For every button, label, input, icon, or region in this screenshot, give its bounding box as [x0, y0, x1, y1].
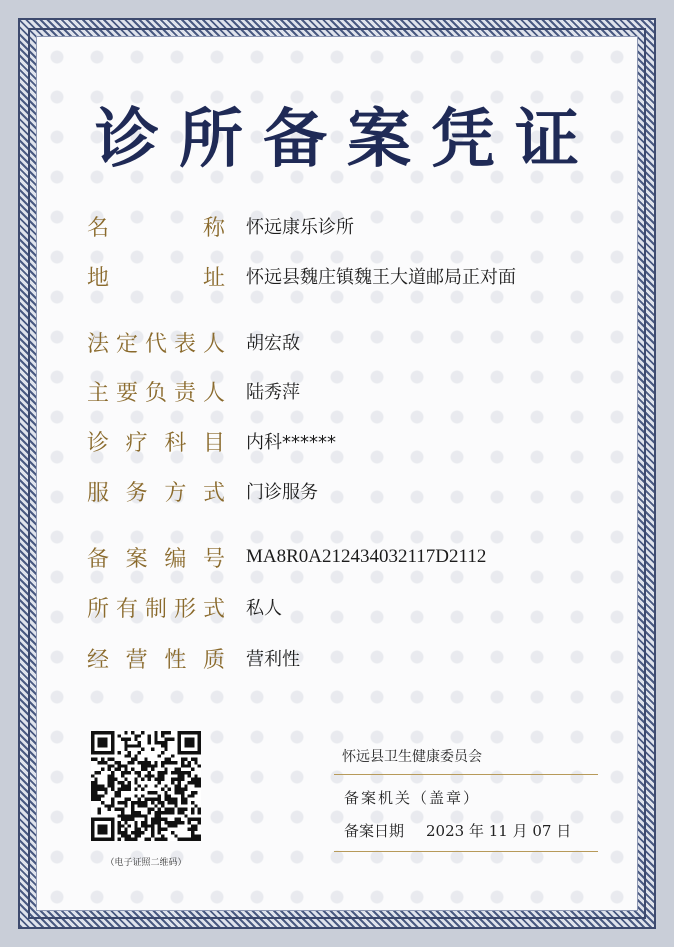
- qr-caption: （电子证照二维码）: [105, 858, 187, 868]
- certificate-title: 诊所备案凭证: [95, 103, 599, 177]
- field-value: 陆秀萍: [246, 382, 300, 403]
- field-value: 怀远县魏庄镇魏王大道邮局正对面: [246, 267, 516, 288]
- field-label: 诊 疗 科 目: [87, 430, 225, 456]
- field-label: 经 营 性 质: [87, 647, 225, 673]
- field-value: 怀远康乐诊所: [246, 217, 354, 238]
- field-value: 私人: [246, 598, 282, 619]
- field-row-name: [87, 208, 354, 244]
- record-date-line: [334, 808, 598, 852]
- field-row-business-nature: [87, 640, 300, 676]
- field-value: 内科******: [246, 432, 336, 453]
- field-row-legal-representative: [87, 324, 300, 360]
- field-label: 备 案 编 号: [87, 546, 225, 572]
- field-label: 地 址: [87, 265, 225, 291]
- field-label: 主 要 负 责 人: [87, 380, 225, 406]
- field-value: 胡宏敌: [246, 333, 300, 354]
- qr-code[interactable]: [91, 731, 201, 841]
- field-row-service-mode: [87, 473, 318, 509]
- authority-block: [334, 742, 598, 852]
- field-row-record-number: [87, 539, 486, 575]
- record-date-label: 备案日期: [344, 822, 405, 840]
- field-label: 服 务 方 式: [87, 480, 225, 506]
- field-row-departments: [87, 423, 336, 459]
- field-value: 营利性: [246, 649, 300, 670]
- field-label: 所 有 制 形 式: [87, 596, 225, 622]
- field-row-ownership: [87, 589, 282, 625]
- record-date-value: 2023 年 11 月 07 日: [426, 822, 572, 840]
- field-label: 名 称: [87, 215, 225, 241]
- field-label: 法 定 代 表 人: [87, 331, 225, 357]
- stamp-label: 备案机关（盖章）: [344, 789, 481, 807]
- field-row-address: [87, 258, 516, 294]
- field-value: 门诊服务: [246, 482, 318, 503]
- authority-name: 怀远县卫生健康委员会: [334, 742, 598, 775]
- field-row-principal: [87, 373, 300, 409]
- field-value: MA8R0A212434032117D2112: [246, 546, 487, 567]
